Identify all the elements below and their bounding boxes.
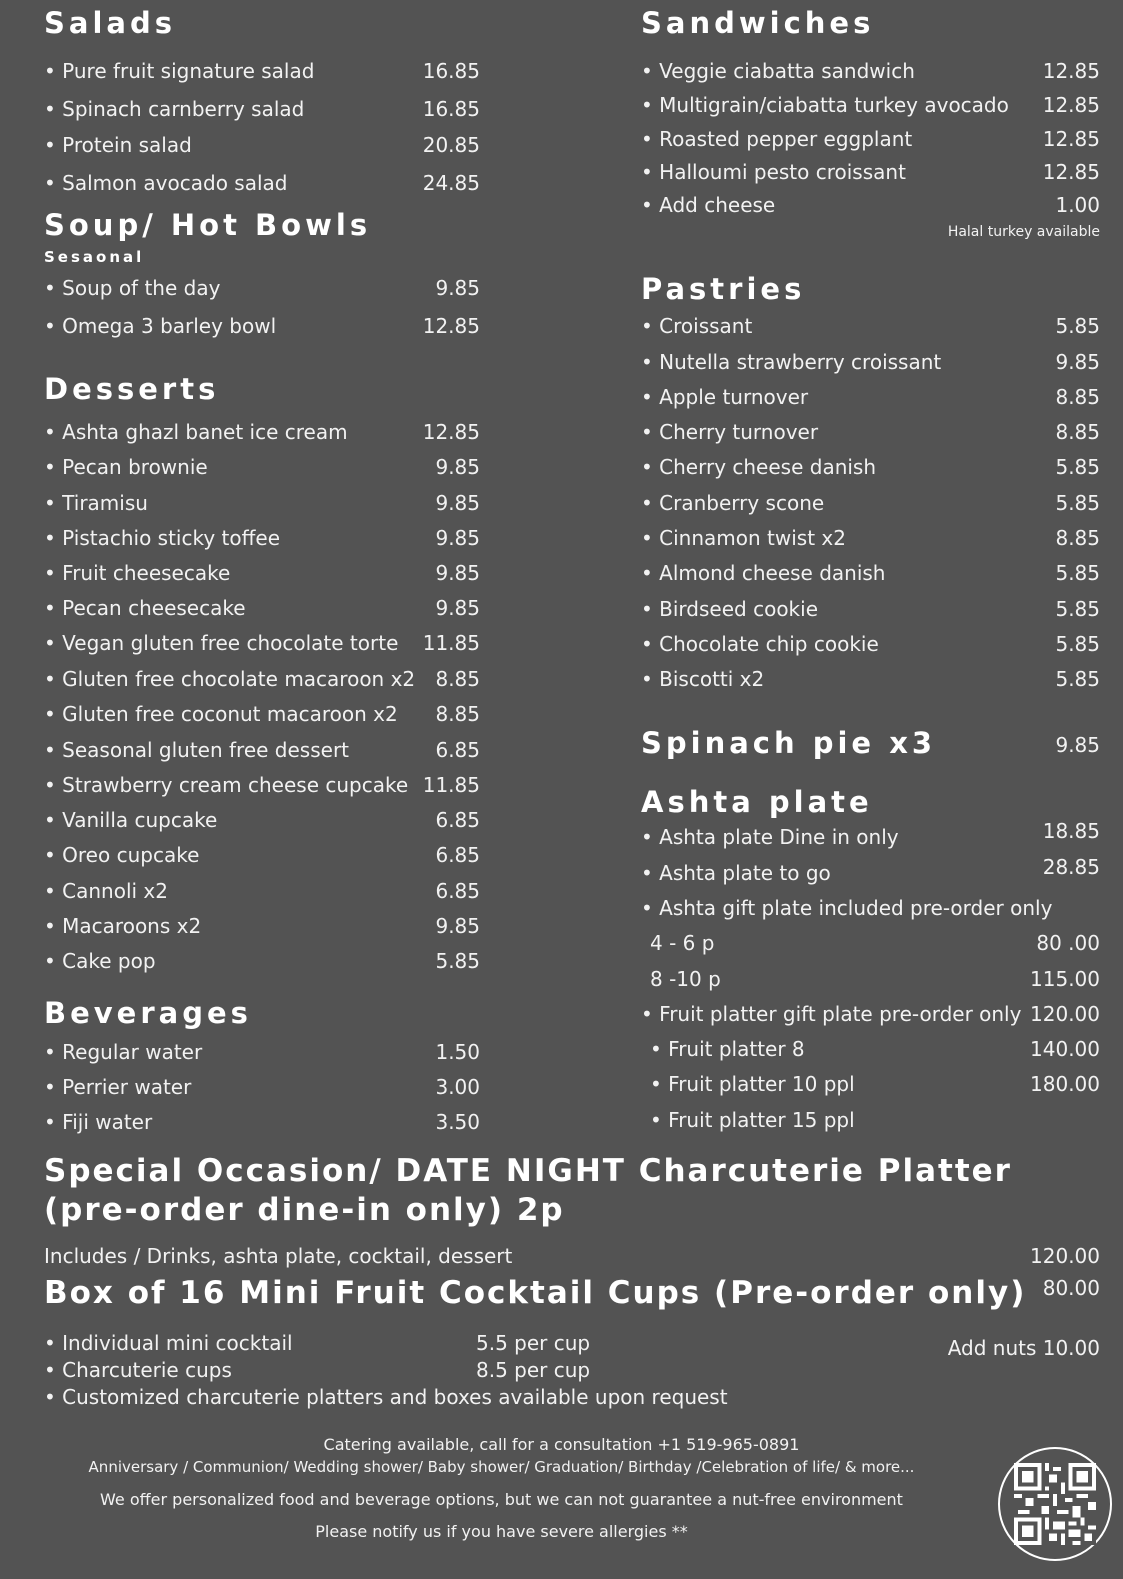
menu-item — [641, 965, 1100, 993]
menu-item — [641, 630, 1100, 658]
item-price: 5.85 — [1055, 597, 1100, 621]
menu-item — [641, 1035, 1100, 1063]
item-name: • Fruit platter 15 ppl — [650, 1108, 855, 1132]
item-price: 5.85 — [1055, 667, 1100, 691]
item-price: 8.85 — [1055, 420, 1100, 444]
item-price: 8.5 per cup — [476, 1358, 591, 1382]
item-price: 8.85 — [435, 702, 480, 726]
item-name: • Pistachio sticky toffee — [44, 526, 281, 550]
item-name: • Individual mini cocktail — [44, 1331, 293, 1355]
halal-note: Halal turkey available — [947, 224, 1100, 240]
menu-item — [641, 595, 1100, 623]
add-nuts: Add nuts 10.00 — [947, 1336, 1100, 1360]
item-price: 18.85 — [1042, 819, 1100, 843]
menu-item — [44, 594, 480, 622]
item-name: • Ashta ghazl banet ice cream — [44, 420, 348, 444]
menu-item — [44, 1383, 744, 1411]
item-price: 5.85 — [1055, 455, 1100, 479]
item-name: • Cannoli x2 — [44, 879, 168, 903]
item-price: 11.85 — [422, 631, 480, 655]
menu-item — [641, 855, 1100, 887]
item-name: • Protein salad — [44, 133, 192, 157]
item-name: • Croissant — [641, 314, 753, 338]
item-name: • Halloumi pesto croissant — [641, 160, 906, 184]
menu-item — [641, 929, 1100, 957]
item-price: 11.85 — [422, 773, 480, 797]
item-price: 9.85 — [435, 526, 480, 550]
item-name: • Fruit platter gift plate pre-order only — [641, 1002, 1022, 1026]
item-price: 3.00 — [435, 1075, 480, 1099]
item-price: 8.85 — [435, 667, 480, 691]
menu-item — [641, 418, 1100, 446]
item-name: • Cherry turnover — [641, 420, 819, 444]
item-price: 20.85 — [422, 133, 480, 157]
item-price: 140.00 — [1030, 1037, 1100, 1061]
item-name: • Regular water — [44, 1040, 203, 1064]
menu-item — [44, 771, 480, 799]
special-heading-line1: Special Occasion/ DATE NIGHT Charcuterie Platter — [44, 1153, 1012, 1189]
item-name: • Nutella strawberry croissant — [641, 350, 942, 374]
item-name: • Chocolate chip cookie — [641, 632, 879, 656]
menu-item — [44, 700, 480, 728]
special-price: 120.00 — [1030, 1244, 1100, 1268]
item-name: • Fruit cheesecake — [44, 561, 231, 585]
menu-item — [641, 524, 1100, 552]
item-price: 5.5 per cup — [476, 1331, 591, 1355]
menu-item — [641, 91, 1100, 119]
menu-item — [641, 453, 1100, 481]
item-price: 1.00 — [1055, 193, 1100, 217]
item-price: 9.85 — [435, 596, 480, 620]
menu-item — [44, 312, 480, 340]
footer-nut-notice: We offer personalized food and beverage options, but we can not guarantee a nut-free environment — [100, 1490, 903, 1509]
menu-item — [44, 169, 480, 197]
item-price: 8.85 — [1055, 526, 1100, 550]
item-name: • Almond cheese danish — [641, 561, 886, 585]
item-price: 28.85 — [1042, 855, 1100, 879]
menu-item — [641, 57, 1100, 85]
menu-item — [44, 1038, 480, 1066]
item-name: • Gluten free coconut macaroon x2 — [44, 702, 398, 726]
item-price: 9.85 — [1055, 733, 1100, 757]
item-name: 8 -10 p — [650, 967, 721, 991]
item-price: 80 .00 — [1036, 931, 1100, 955]
menu-item — [44, 274, 480, 302]
item-price: 12.85 — [1042, 127, 1100, 151]
menu-item — [641, 191, 1100, 219]
item-price: 5.85 — [1055, 561, 1100, 585]
menu-item — [44, 57, 480, 85]
item-name: • Charcuterie cups — [44, 1358, 232, 1382]
menu-item — [641, 894, 1100, 922]
item-price: 9.85 — [435, 914, 480, 938]
special-heading-line2: (pre-order dine-in only) 2p — [44, 1192, 565, 1228]
item-name: • Cinnamon twist x2 — [641, 526, 846, 550]
item-name: • Pure fruit signature salad — [44, 59, 315, 83]
item-price: 1.50 — [435, 1040, 480, 1064]
item-price: 9.85 — [435, 561, 480, 585]
menu-item — [641, 1070, 1100, 1098]
box-price-row — [44, 1274, 1100, 1302]
item-price: 5.85 — [1055, 632, 1100, 656]
menu-item — [44, 1108, 480, 1136]
menu-item — [44, 453, 480, 481]
item-name: • Add cheese — [641, 193, 776, 217]
item-name: • Ashta plate Dine in only — [641, 825, 899, 849]
menu-item — [44, 629, 480, 657]
desserts-heading: Desserts — [44, 372, 220, 406]
qr-code-icon[interactable] — [998, 1447, 1112, 1561]
item-price: 120.00 — [1030, 1002, 1100, 1026]
box-heading: Box of 16 Mini Fruit Cocktail Cups (Pre-order only) — [44, 1275, 1027, 1311]
item-price: 6.85 — [435, 808, 480, 832]
item-name: • Apple turnover — [641, 385, 809, 409]
menu-item — [44, 489, 480, 517]
menu-item — [641, 819, 1100, 851]
item-price: 9.85 — [435, 276, 480, 300]
menu-item — [641, 312, 1100, 340]
item-name: • Veggie ciabatta sandwich — [641, 59, 915, 83]
item-name: 4 - 6 p — [650, 931, 715, 955]
item-price: 5.85 — [1055, 491, 1100, 515]
footer-allergy-notice: Please notify us if you have severe allergies ** — [315, 1522, 688, 1541]
menu-item — [641, 348, 1100, 376]
item-name: • Fiji water — [44, 1110, 153, 1134]
menu-item — [44, 559, 480, 587]
item-price: 6.85 — [435, 738, 480, 762]
menu-item — [641, 383, 1100, 411]
menu-item — [44, 418, 480, 446]
item-price: 12.85 — [422, 314, 480, 338]
menu-item — [641, 559, 1100, 587]
item-price: 12.85 — [1042, 160, 1100, 184]
item-price: 16.85 — [422, 97, 480, 121]
menu-item — [44, 877, 480, 905]
item-price: 8.85 — [1055, 385, 1100, 409]
item-name: • Biscotti x2 — [641, 667, 765, 691]
item-name: • Gluten free chocolate macaroon x2 — [44, 667, 416, 691]
item-price: 5.85 — [1055, 314, 1100, 338]
item-name: • Pecan cheesecake — [44, 596, 246, 620]
special-includes-row — [44, 1242, 1100, 1270]
item-name: • Seasonal gluten free dessert — [44, 738, 350, 762]
item-price: 6.85 — [435, 879, 480, 903]
item-price: 6.85 — [435, 843, 480, 867]
item-name: • Birdseed cookie — [641, 597, 818, 621]
menu-item — [641, 489, 1100, 517]
item-name: • Roasted pepper eggplant — [641, 127, 913, 151]
item-name: • Cranberry scone — [641, 491, 825, 515]
menu-item — [44, 95, 480, 123]
item-price: 12.85 — [1042, 93, 1100, 117]
menu-item — [641, 1106, 1100, 1134]
item-price: 16.85 — [422, 59, 480, 83]
sandwiches-heading: Sandwiches — [641, 6, 875, 40]
menu-item — [44, 912, 480, 940]
item-name: • Perrier water — [44, 1075, 192, 1099]
item-price: 180.00 — [1030, 1072, 1100, 1096]
menu-item — [641, 158, 1100, 186]
item-name: • Multigrain/ciabatta turkey avocado — [641, 93, 1009, 117]
item-price: 12.85 — [1042, 59, 1100, 83]
item-name: • Omega 3 barley bowl — [44, 314, 277, 338]
menu-item — [44, 524, 480, 552]
item-price: 9.85 — [435, 491, 480, 515]
menu-item — [641, 125, 1100, 153]
item-name: • Customized charcuterie platters and boxes available upon request — [44, 1385, 728, 1409]
spinach-pie-heading: Spinach pie x3 — [641, 726, 937, 760]
item-name: • Salmon avocado salad — [44, 171, 288, 195]
menu-item — [44, 841, 480, 869]
soup-heading: Soup/ Hot Bowls — [44, 208, 372, 242]
menu-item — [44, 665, 480, 693]
item-price: 9.85 — [1055, 350, 1100, 374]
menu-item — [44, 736, 480, 764]
item-name: • Oreo cupcake — [44, 843, 200, 867]
ashta-heading: Ashta plate — [641, 785, 873, 819]
salads-heading: Salads — [44, 6, 176, 40]
item-name: • Cherry cheese danish — [641, 455, 877, 479]
item-name: • Ashta gift plate included pre-order only — [641, 896, 1053, 920]
menu-item — [44, 1356, 604, 1384]
item-name: • Macaroons x2 — [44, 914, 202, 938]
item-name: • Pecan brownie — [44, 455, 208, 479]
item-name: • Soup of the day — [44, 276, 221, 300]
item-name: • Strawberry cream cheese cupcake — [44, 773, 409, 797]
footer-catering: Catering available, call for a consultation +1 519-965-0891 — [323, 1435, 800, 1454]
soup-subtitle: Sesaonal — [44, 248, 145, 266]
item-name: • Cake pop — [44, 949, 156, 973]
item-name: • Ashta plate to go — [641, 861, 831, 885]
menu-item — [44, 1329, 604, 1357]
menu-item — [44, 131, 480, 159]
menu-item — [44, 947, 480, 975]
special-includes: Includes / Drinks, ashta plate, cocktail, dessert — [44, 1244, 513, 1268]
item-price: 24.85 — [422, 171, 480, 195]
item-name: • Fruit platter 8 — [650, 1037, 805, 1061]
menu-item — [641, 665, 1100, 693]
item-price: 3.50 — [435, 1110, 480, 1134]
item-name: • Vanilla cupcake — [44, 808, 218, 832]
menu-item — [641, 1000, 1100, 1028]
box-price: 80.00 — [1042, 1276, 1100, 1300]
add-nuts-row — [900, 1334, 1100, 1362]
footer-occasions: Anniversary / Communion/ Wedding shower/ Baby shower/ Graduation/ Birthday /Celebration of life/ & more... — [88, 1458, 915, 1476]
pastries-heading: Pastries — [641, 272, 806, 306]
spinach-pie-price-row — [641, 731, 1100, 759]
item-price: 12.85 — [422, 420, 480, 444]
beverages-heading: Beverages — [44, 996, 252, 1030]
menu-item — [44, 806, 480, 834]
item-name: • Spinach carnberry salad — [44, 97, 305, 121]
item-name: • Fruit platter 10 ppl — [650, 1072, 855, 1096]
item-price: 5.85 — [435, 949, 480, 973]
menu-item — [44, 1073, 480, 1101]
item-price: 9.85 — [435, 455, 480, 479]
item-price: 115.00 — [1030, 967, 1100, 991]
item-name: • Tiramisu — [44, 491, 148, 515]
item-name: • Vegan gluten free chocolate torte — [44, 631, 399, 655]
